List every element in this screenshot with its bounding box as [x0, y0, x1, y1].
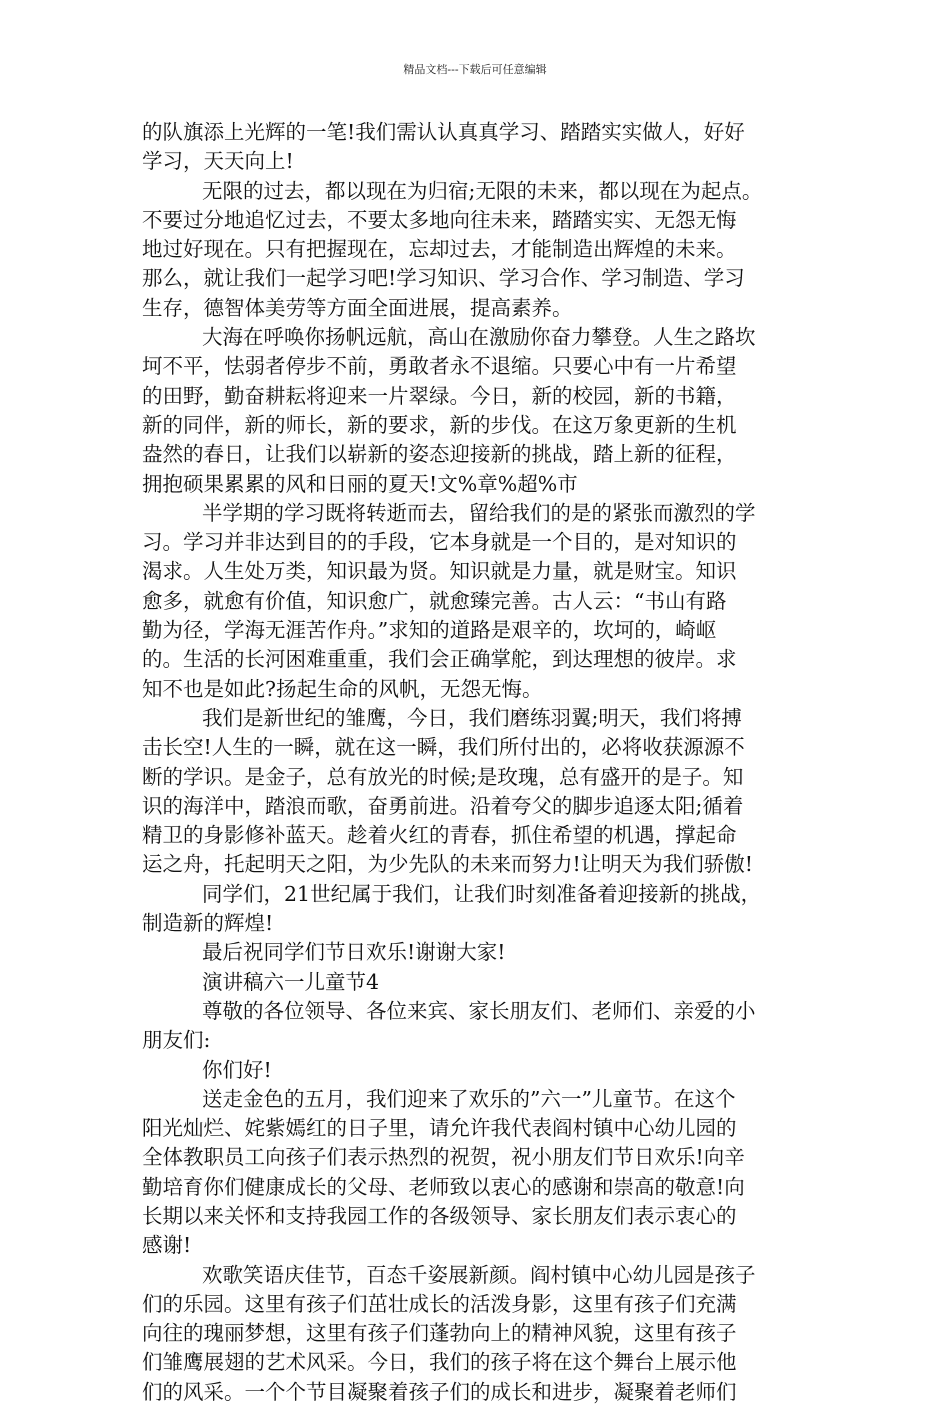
- text-line: 朋友们:: [142, 1028, 211, 1053]
- text-line: 拥抱硕果累累的风和日丽的夏天!文%章%超%市: [142, 471, 578, 496]
- text-line: 半学期的学习既将转逝而去，留给我们的是的紧张而激烈的学: [202, 500, 756, 525]
- text-line: 你们好!: [202, 1057, 272, 1082]
- text-line: 运之舟，托起明天之阳，为少先队的未来而努力!让明天为我们骄傲!: [142, 852, 753, 877]
- section-title: 演讲稿六一儿童节4: [202, 969, 380, 994]
- text-line: 知不也是如此?扬起生命的风帆，无怨无悔。: [142, 676, 543, 701]
- text-line: 送走金色的五月，我们迎来了欢乐的”六一”儿童节。在这个: [202, 1086, 736, 1111]
- text-line: 击长空!人生的一瞬，就在这一瞬，我们所付出的，必将收获源源不: [142, 735, 745, 760]
- text-line: 勤培育你们健康成长的父母、老师致以衷心的感谢和崇高的敬意!向: [142, 1174, 745, 1199]
- text-line: 的田野，勤奋耕耘将迎来一片翠绿。今日，新的校园，新的书籍，: [142, 383, 737, 408]
- text-line: 识的海洋中，踏浪而歌，奋勇前进。沿着夸父的脚步追逐太阳;循着: [142, 793, 744, 818]
- text-line: 愈多，就愈有价值，知识愈广，就愈臻完善。古人云：“书山有路: [142, 588, 727, 613]
- text-line: 无限的过去，都以现在为归宿;无限的未来，都以现在为起点。: [202, 178, 763, 203]
- text-line: 们的乐园。这里有孩子们茁壮成长的活泼身影，这里有孩子们充满: [142, 1291, 737, 1316]
- text-line: 全体教职员工向孩子们表示热烈的祝贺，祝小朋友们节日欢乐!向辛: [142, 1145, 745, 1170]
- text-line: 欢歌笑语庆佳节，百态千姿展新颜。阎村镇中心幼儿园是孩子: [202, 1262, 756, 1287]
- text-line: 不要过分地追忆过去，不要太多地向往未来，踏踏实实、无怨无悔: [142, 207, 737, 232]
- text-line: 同学们，21世纪属于我们，让我们时刻准备着迎接新的挑战，: [202, 881, 762, 906]
- text-line: 向往的瑰丽梦想，这里有孩子们蓬勃向上的精神风貌，这里有孩子: [142, 1321, 737, 1346]
- text-line: 习。学习并非达到目的的手段，它本身就是一个目的，是对知识的: [142, 530, 737, 555]
- text-line: 的。生活的长河困难重重，我们会正确掌舵，到达理想的彼岸。求: [142, 647, 737, 672]
- text-line: 盎然的春日，让我们以崭新的姿态迎接新的挑战，踏上新的征程，: [142, 442, 737, 467]
- text-line: 制造新的辉煌!: [142, 911, 274, 936]
- text-line: 阳光灿烂、姹紫嫣红的日子里，请允许我代表阎村镇中心幼儿园的: [142, 1116, 737, 1141]
- text-line: 感谢!: [142, 1233, 192, 1258]
- text-line: 生存，德智体美劳等方面全面进展，提高素养。: [142, 295, 573, 320]
- text-line: 尊敬的各位领导、各位来宾、家长朋友们、老师们、亲爱的小: [202, 998, 756, 1023]
- text-line: 新的同伴，新的师长，新的要求，新的步伐。在这万象更新的生机: [142, 412, 737, 437]
- text-line: 们雏鹰展翅的艺术风采。今日，我们的孩子将在这个舞台上展示他: [142, 1350, 737, 1375]
- text-line: 地过好现在。只有把握现在，忘却过去，才能制造出辉煌的未来。: [142, 237, 737, 262]
- text-line: 长期以来关怀和支持我园工作的各级领导、家长朋友们表示衷心的: [142, 1203, 737, 1228]
- text-line: 精卫的身影修补蓝天。趁着火红的青春，抓住希望的机遇，撑起命: [142, 823, 737, 848]
- text-line: 坷不平，怯弱者停步不前，勇敢者永不退缩。只要心中有一片希望: [142, 354, 737, 379]
- document-body: [142, 118, 812, 1407]
- text-line: 那么，就让我们一起学习吧!学习知识、学习合作、学习制造、学习: [142, 266, 745, 291]
- text-line: 的队旗添上光辉的一笔!我们需认认真真学习、踏踏实实做人，好好: [142, 120, 745, 144]
- text-line: 渴求。人生处万类，知识最为贤。知识就是力量，就是财宝。知识: [142, 559, 737, 584]
- text-line: 我们是新世纪的雏鹰，今日，我们磨练羽翼;明天，我们将搏: [202, 705, 742, 730]
- text-line: 最后祝同学们节日欢乐!谢谢大家!: [202, 940, 506, 965]
- page-header: 精品文档---下载后可任意编辑: [403, 63, 547, 76]
- text-line: 学习，天天向上!: [142, 149, 294, 174]
- text-line: 们的风采。一个个节目凝聚着孩子们的成长和进步，凝聚着老师们: [142, 1379, 737, 1404]
- text-line: 大海在呼唤你扬帆远航，高山在激励你奋力攀登。人生之路坎: [202, 325, 756, 350]
- text-line: 勤为径，学海无涯苦作舟。”求知的道路是艰辛的，坎坷的，崎岖: [142, 618, 717, 643]
- text-line: 断的学识。是金子，总有放光的时候;是玫瑰，总有盛开的是子。知: [142, 764, 744, 789]
